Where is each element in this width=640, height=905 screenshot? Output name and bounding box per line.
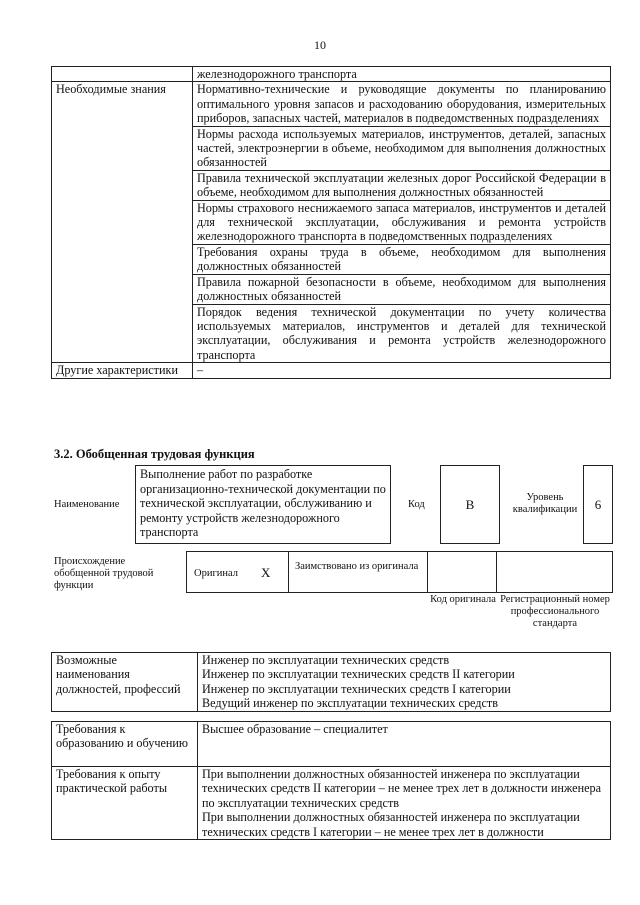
- knowledge-item: Нормативно-технические и руководящие документы по планированию оптимального уровня запасов и расходованию оборудования, измерительных приборов, запасных частей, материалов в подведомственных подразделениях: [193, 82, 611, 126]
- table-row: [52, 82, 611, 126]
- experience-item: При выполнении должностных обязанностей инженера по эксплуатации технических средств II категории – не менее трех лет в должности инженера по эксплуатации технических средств: [202, 767, 602, 810]
- table-cell: [52, 67, 193, 82]
- other-label: Другие характеристики: [52, 363, 193, 378]
- knowledge-item: Порядок ведения технической документации по учету количества используемых материалов, инструментов и деталей для технической эксплуатации, обслуживания и ремонта устройств железнодорожного транспорта: [193, 304, 611, 363]
- name-label: Наименование: [54, 499, 120, 510]
- knowledge-item: Правила пожарной безопасности в объеме, необходимом для выполнения должностных обязанностей: [193, 274, 611, 304]
- code-box: [440, 465, 500, 544]
- requirements-table: [51, 721, 611, 840]
- name-value: Выполнение работ по разработке организационно-технической документации по технической эксплуатации, обслуживанию и ремонту устройств железнодорожного транспорта: [140, 467, 386, 540]
- table-row: [52, 363, 611, 378]
- reg-caption: Регистрационный номер профессионального стандарта: [500, 594, 610, 629]
- knowledge-item: Правила технической эксплуатации железных дорог Российской Федерации в объеме, необходимом для выполнения должностных обязанностей: [193, 170, 611, 200]
- knowledge-item: Нормы расхода используемых материалов, инструментов, деталей, запасных частей, электроэнергии в объеме, необходимом для выполнения должностных обязанностей: [193, 126, 611, 170]
- position-item: Инженер по эксплуатации технических средств: [198, 653, 611, 668]
- position-item: Ведущий инженер по эксплуатации технических средств: [198, 696, 611, 711]
- table-row: [52, 67, 611, 82]
- code-label: Код: [408, 499, 425, 510]
- code-value: B: [465, 496, 475, 512]
- original-label: Оригинал: [194, 568, 238, 579]
- other-value: –: [193, 363, 611, 378]
- position-item: Инженер по эксплуатации технических средств II категории: [198, 667, 611, 681]
- origin-label: Происхождение обобщенной трудовой функции: [54, 556, 154, 591]
- knowledge-label: Необходимые знания: [52, 82, 193, 363]
- name-box: [135, 465, 391, 544]
- code-caption: Код оригинала: [430, 594, 496, 605]
- knowledge-item: Требования охраны труда в объеме, необходимом для выполнения должностных обязанностей: [193, 244, 611, 274]
- experience-cell: [198, 767, 611, 840]
- page-number: 10: [314, 38, 326, 52]
- original-mark: X: [261, 565, 271, 580]
- table-cell: железнодорожного транспорта: [193, 67, 611, 82]
- level-value: 6: [594, 496, 602, 512]
- experience-item: При выполнении должностных обязанностей инженера по эксплуатации технических средств I категории – не менее трех лет в должности: [202, 810, 580, 839]
- knowledge-table: [51, 66, 611, 379]
- position-item: Инженер по эксплуатации технических средств I категории: [198, 682, 611, 696]
- experience-label: Требования к опыту практической работы: [52, 767, 198, 840]
- level-box: [583, 465, 613, 544]
- borrowed-label: Заимствовано из оригинала: [295, 561, 419, 572]
- table-row: [52, 722, 611, 767]
- education-label: Требования к образованию и обучению: [52, 722, 198, 767]
- table-row: [52, 653, 611, 668]
- section-title: 3.2. Обобщенная трудовая функция: [54, 447, 255, 461]
- education-value: Высшее образование – специалитет: [198, 722, 611, 767]
- table-row: [52, 767, 611, 840]
- positions-label: Возможные наименования должностей, профессий: [52, 653, 198, 712]
- origin-box: [186, 551, 613, 593]
- knowledge-item: Нормы страхового неснижаемого запаса материалов, инструментов и деталей для технической эксплуатации, обслуживания и ремонта устройств железнодорожного транспорта в подведомственных подразделениях: [193, 200, 611, 244]
- level-label: Уровень квалификации: [512, 492, 578, 515]
- positions-table: [51, 652, 611, 712]
